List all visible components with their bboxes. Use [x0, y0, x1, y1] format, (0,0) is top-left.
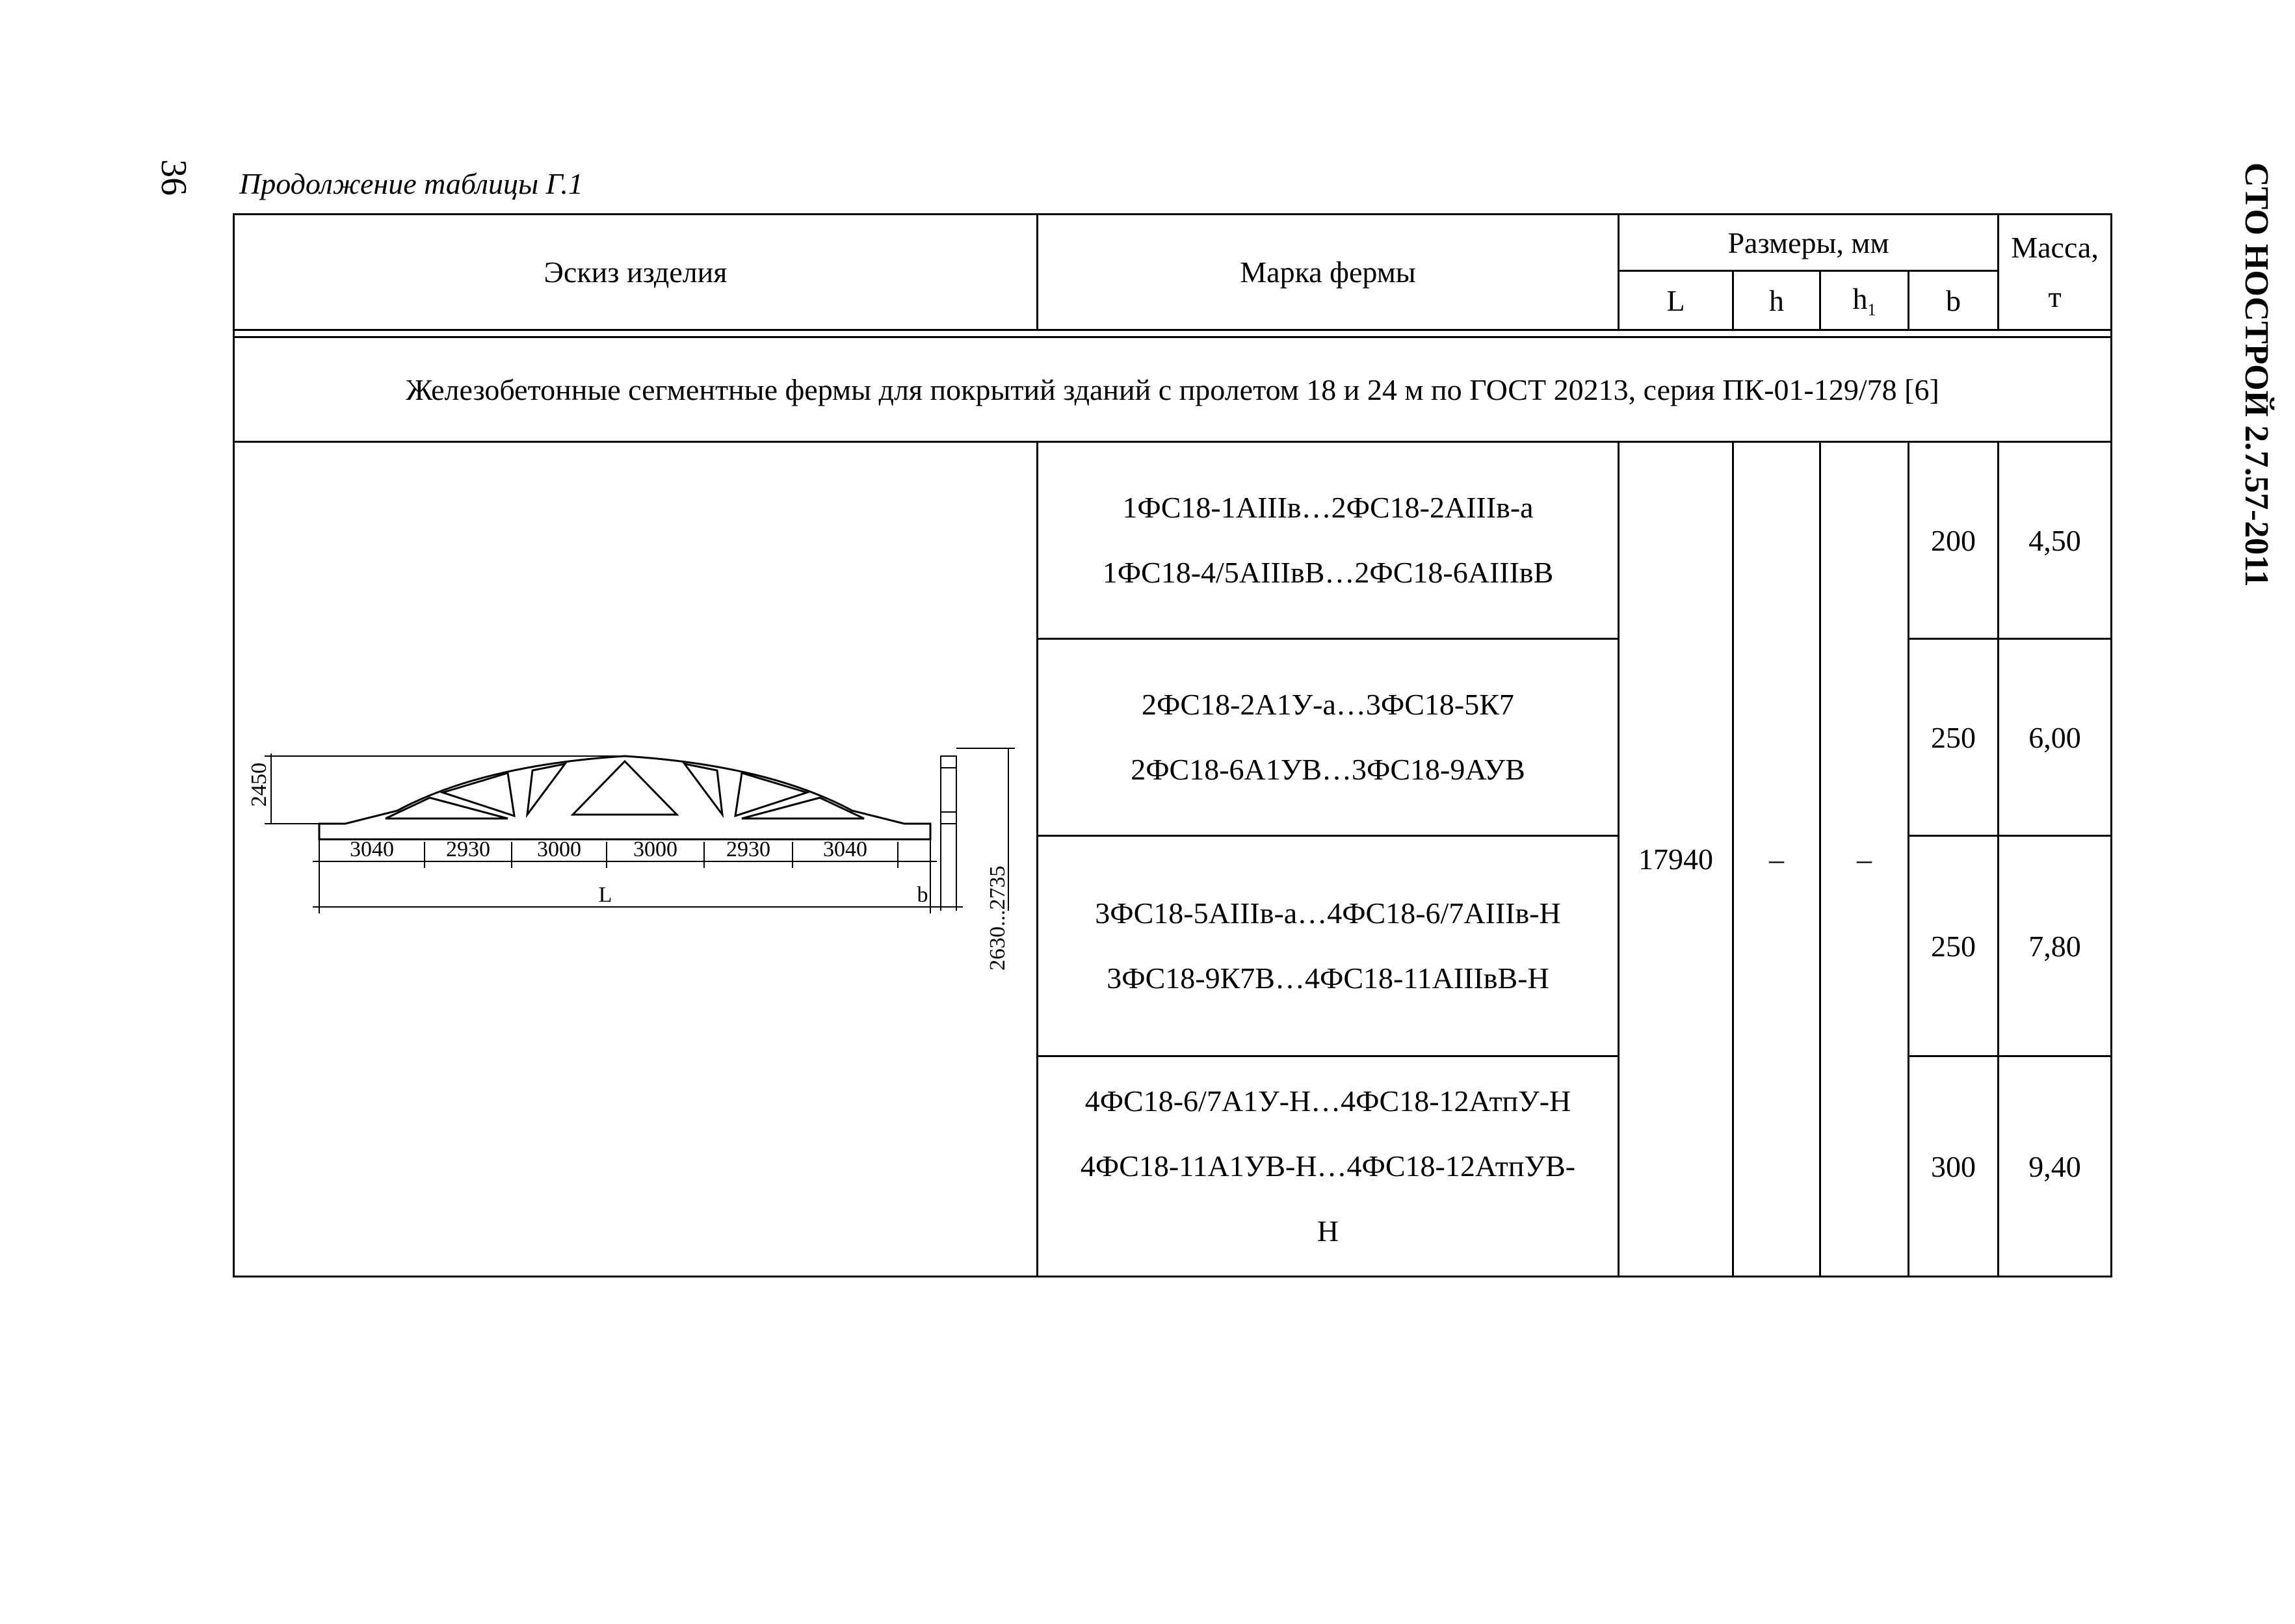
header-mass-line1: Масса, — [2011, 230, 2099, 264]
b-value: 250 — [1909, 836, 1999, 1056]
mass-value: 6,00 — [1999, 639, 2112, 836]
header-h1-base: h — [1852, 282, 1868, 315]
mark-cell — [1038, 639, 1619, 836]
height-label: 2450 — [247, 763, 271, 807]
b-value: 200 — [1909, 442, 1999, 639]
section-row — [234, 337, 2112, 442]
mass-value: 9,40 — [1999, 1056, 2112, 1277]
width-label: b — [917, 883, 928, 907]
sketch-cell — [234, 442, 1038, 1277]
header-dimensions: Размеры, мм — [1619, 215, 1999, 271]
panel-label: 3040 — [350, 837, 394, 861]
table-caption: Продолжение таблицы Г.1 — [239, 167, 583, 200]
sketch-labels — [247, 763, 1010, 971]
mark-line: 1ФС18-4/5АIIIвВ…2ФС18-6АIIIвВ — [1102, 556, 1554, 589]
mark-line: 4ФС18-11А1УВ-Н…4ФС18-12АтпУВ- — [1080, 1149, 1576, 1183]
mark-line: 3ФС18-9К7В…4ФС18-11АIIIвВ-Н — [1107, 962, 1549, 995]
truss-outline — [319, 756, 930, 839]
header-mass-line2: т — [2048, 280, 2062, 313]
section-height-label: 2630...2735 — [986, 865, 1010, 971]
header-h1 — [1820, 271, 1909, 330]
mark-line: 4ФС18-6/7А1У-Н…4ФС18-12АтпУ-Н — [1084, 1084, 1571, 1118]
panel-label: 2930 — [446, 837, 490, 861]
mass-value: 7,80 — [1999, 836, 2112, 1056]
section-title: Железобетонные сегментные фермы для покрытий зданий с пролетом 18 и 24 м по ГОСТ 20213, серия ПК-01-129/78 [6] — [234, 337, 2112, 442]
header-mass — [1999, 215, 2112, 330]
b-value: 300 — [1909, 1056, 1999, 1277]
L-value: 17940 — [1619, 442, 1733, 1277]
header-separator-cell — [234, 330, 2112, 337]
truss-sketch — [235, 443, 1038, 1270]
mark-line: 3ФС18-5АIIIв-а…4ФС18-6/7АIIIв-Н — [1095, 897, 1561, 930]
truss-table — [233, 213, 2112, 1277]
mark-cell — [1038, 442, 1619, 639]
header-b: b — [1909, 271, 1999, 330]
header-separator — [234, 330, 2112, 337]
panel-label: 3000 — [633, 837, 677, 861]
header-row-top — [234, 215, 2112, 271]
mark-cell — [1038, 1056, 1619, 1277]
dimension-lines — [265, 748, 1015, 913]
b-value: 250 — [1909, 639, 1999, 836]
header-h1-index: 1 — [1867, 300, 1876, 319]
panel-label: 3040 — [823, 837, 867, 861]
h1-value: – — [1820, 442, 1909, 1277]
mass-value: 4,50 — [1999, 442, 2112, 639]
mark-cell — [1038, 836, 1619, 1056]
page-number: 36 — [153, 159, 194, 196]
h-value: – — [1733, 442, 1820, 1277]
mark-line: Н — [1317, 1214, 1339, 1248]
panel-label: 2930 — [726, 837, 770, 861]
mark-line: 1ФС18-1АIIIв…2ФС18-2АIIIв-а — [1122, 491, 1534, 524]
header-mark: Марка фермы — [1038, 215, 1619, 330]
panel-label: 3000 — [537, 837, 581, 861]
span-label: L — [598, 883, 612, 907]
mark-line: 2ФС18-6А1УВ…3ФС18-9АУВ — [1131, 753, 1525, 786]
mark-line: 2ФС18-2А1У-а…3ФС18-5К7 — [1142, 688, 1514, 721]
header-h: h — [1733, 271, 1820, 330]
header-sketch: Эскиз изделия — [234, 215, 1038, 330]
header-L: L — [1619, 271, 1733, 330]
document-code-text: СТО НОСТРОЙ 2.7.57-2011 — [2238, 163, 2275, 587]
table-row — [234, 442, 2112, 639]
